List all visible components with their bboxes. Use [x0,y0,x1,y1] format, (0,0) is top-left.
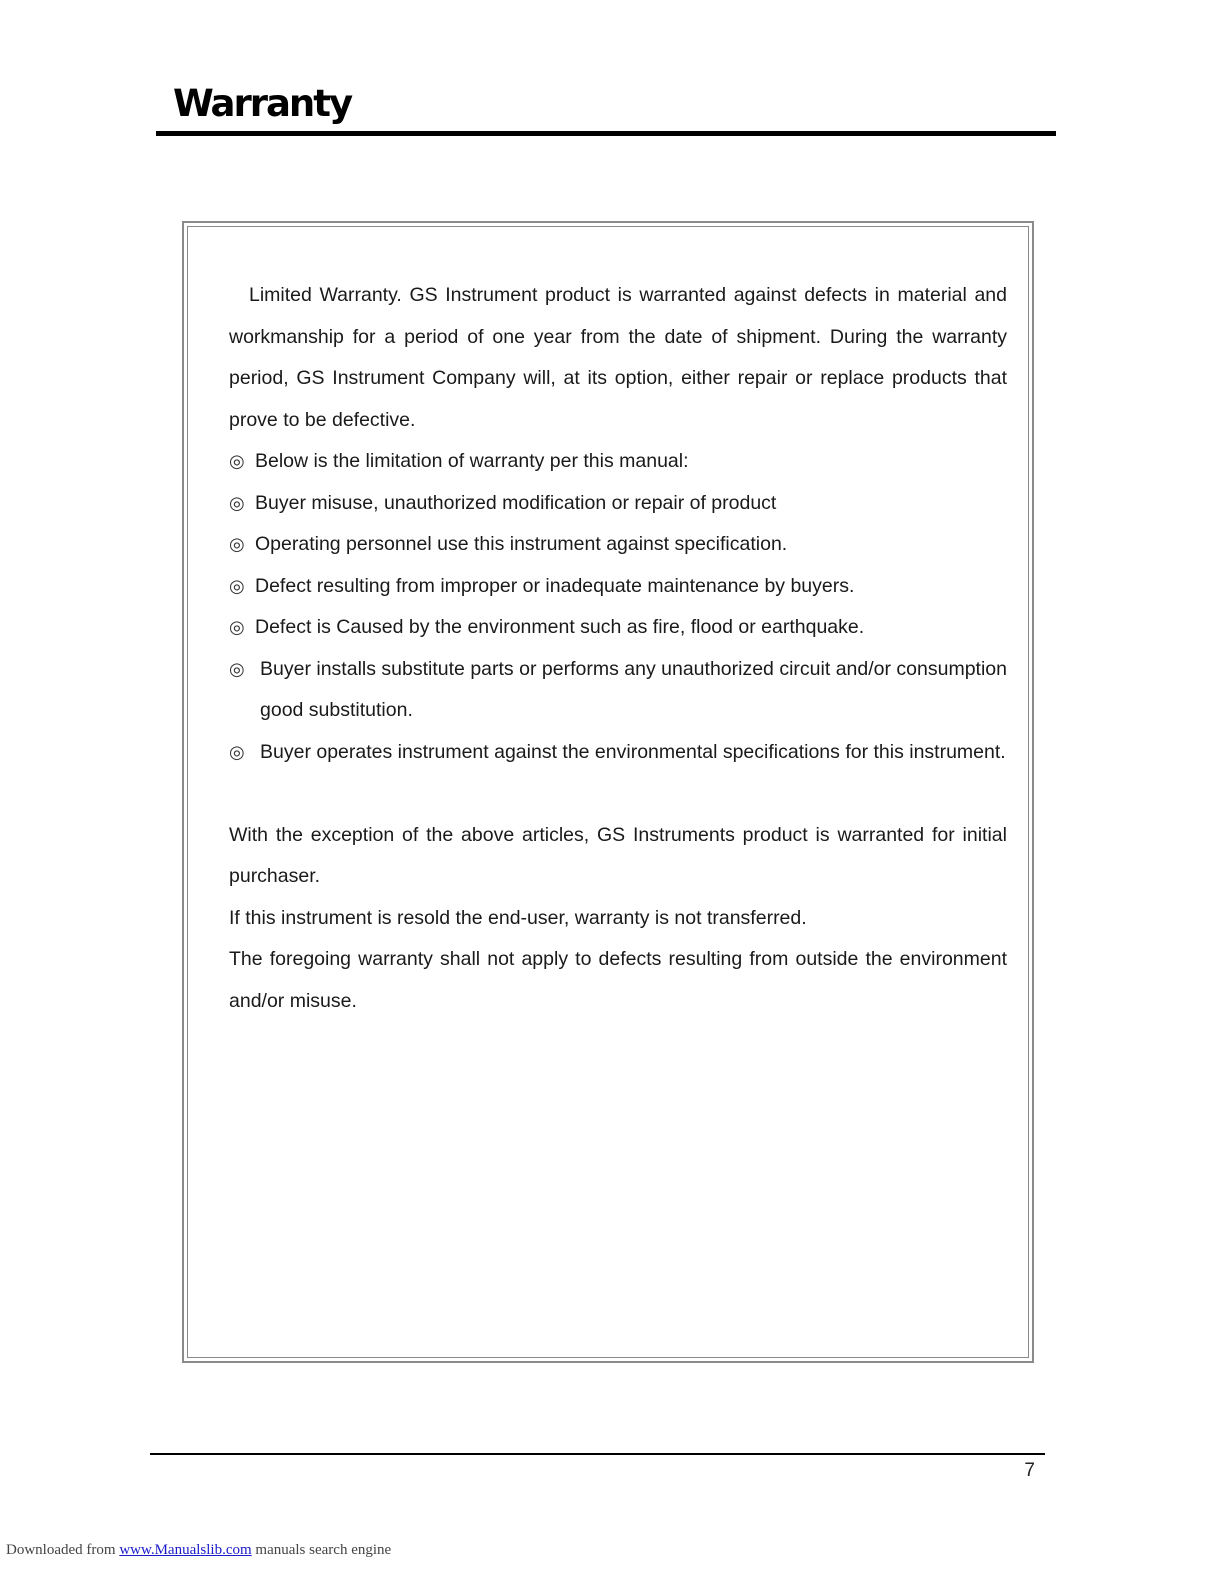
double-circle-icon: ◎ [229,492,245,514]
list-item-text: Defect resulting from improper or inadequate maintenance by buyers. [255,574,855,597]
list-item [229,524,1007,566]
manualslib-link[interactable]: www.Manualslib.com [119,1542,252,1558]
list-item [229,607,1007,649]
double-circle-icon: ◎ [229,534,245,555]
list-item-text: Defect is Caused by the environment such as fire, flood or earthquake. [255,616,865,638]
double-circle-icon: ◎ [229,617,245,638]
list-item-text: Buyer installs substitute parts or performs any unauthorized circuit and/or consumption good substitution. [260,657,1007,721]
download-footer [6,1542,391,1559]
double-circle-icon: ◎ [229,575,245,597]
footer-divider [150,1453,1045,1455]
list-item [229,483,1007,525]
page-number: 7 [1024,1460,1035,1481]
warranty-paragraph: With the exception of the above articles, GS Instruments product is warranted for initial purchaser. [229,823,1007,887]
page-title: Warranty [173,82,352,125]
warranty-paragraph: If this instrument is resold the end-user, warranty is not transferred. [229,906,807,929]
footer-prefix: Downloaded from [6,1542,116,1558]
warranty-content [229,275,1007,1022]
double-circle-icon: ◎ [229,451,245,472]
list-item [229,566,1007,608]
list-item-text: Buyer misuse, unauthorized modification or repair of product [255,491,777,514]
list-item-text: Buyer operates instrument against the environmental specifications for this instrument. [260,740,1006,763]
list-item [229,732,1007,774]
list-item-text: Operating personnel use this instrument against specification. [255,533,788,555]
paragraph-spacer [229,773,1007,815]
double-circle-icon: ◎ [229,658,245,680]
warranty-paragraph: The foregoing warranty shall not apply to defects resulting from outside the environment and/or misuse. [229,948,1007,1012]
list-item [229,649,1007,732]
list-item [229,441,1007,483]
warranty-intro: Limited Warranty. GS Instrument product is warranted against defects in material and workmanship for a period of one year from the date of shipment. During the warranty period, GS Instrument Company will, at its option, either repair or replace products that prove to be defective. [229,284,1007,431]
footer-suffix: manuals search engine [255,1542,392,1558]
list-item-text: Below is the limitation of warranty per this manual: [255,450,689,472]
title-divider [156,131,1056,136]
double-circle-icon: ◎ [229,741,245,763]
